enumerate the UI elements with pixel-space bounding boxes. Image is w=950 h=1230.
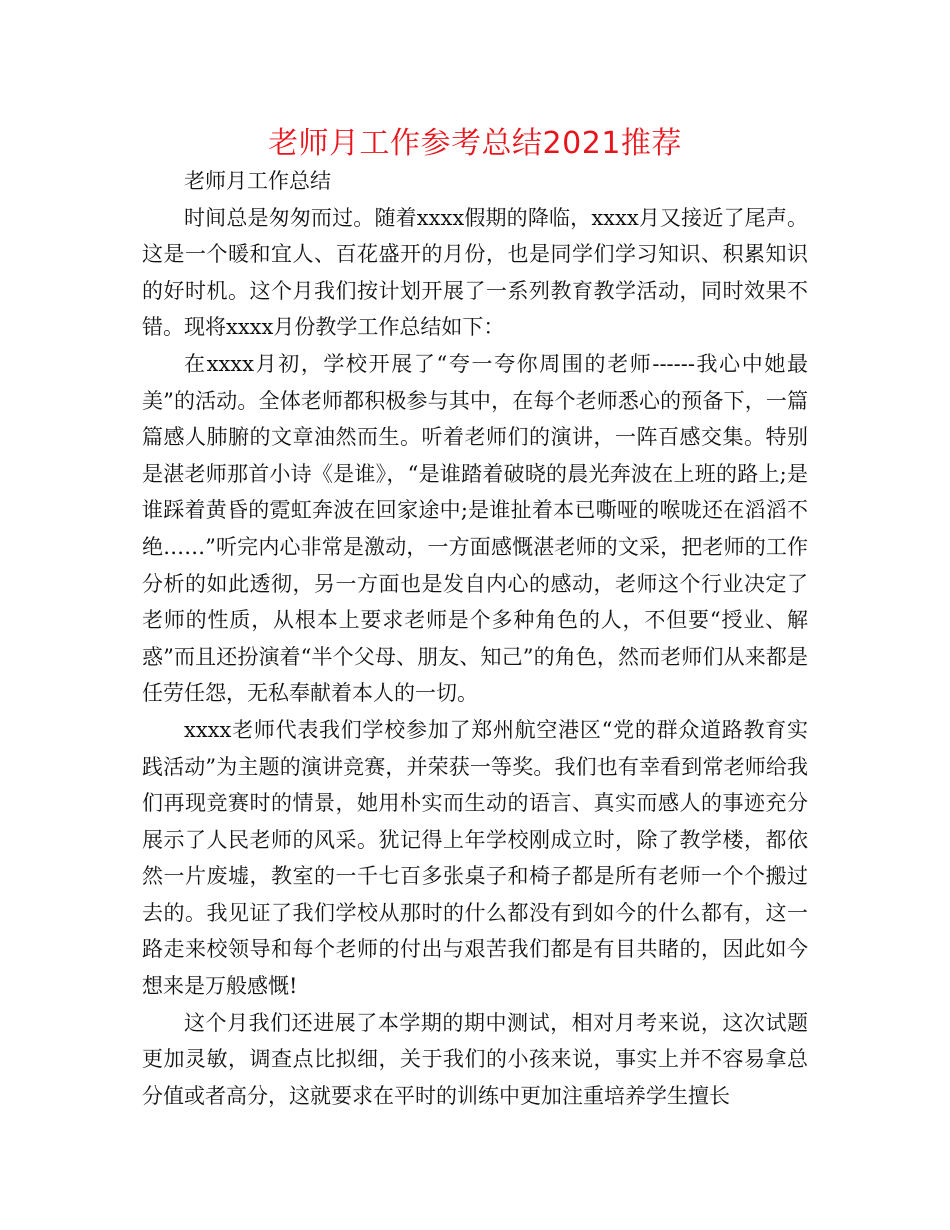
paragraph-midterm-exam: 这个月我们还进展了本学期的期中测试，相对月考来说，这次试题更加灵敏，调查点比拟细，关于我们的小孩来说，事实上并不容易拿总分值或者高分，这就要求在平时的训练中更加注重培养学生擅长	[142, 1010, 808, 1108]
document-title: 老师月工作参考总结2021推荐	[268, 126, 682, 161]
document-body	[142, 163, 808, 1114]
paragraph-speech-contest: xxxx老师代表我们学校参加了郑州航空港区“党的群众道路教育实践活动”为主题的演讲竞赛，并荣获一等奖。我们也有幸看到常老师给我们再现竞赛时的情景，她用朴实而生动的语言、真实而感人的事迹充分展示了人民老师的风采。犹记得上年学校刚成立时，除了教学楼，都依然一片废墟，教室的一千七百多张桌子和椅子都是所有老师一个个搬过去的。我见证了我们学校从那时的什么都没有到如今的什么都有，这一路走来校领导和每个老师的付出与艰苦我们都是有目共睹的，因此如今想来是万般感慨!	[142, 717, 808, 999]
paragraph-activity: 在xxxx月初，学校开展了“夸一夸你周围的老师------我心中她最美”的活动。全体老师都积极参与其中，在每个老师悉心的预备下，一篇篇感人肺腑的文章油然而生。听着老师们的演讲，一阵百感交集。特别是湛老师那首小诗《是谁》，“是谁踏着破晓的晨光奔波在上班的路上;是谁踩着黄昏的霓虹奔波在回家途中;是谁扯着本已嘶哑的喉咙还在滔滔不绝……”听完内心非常是激动，一方面感慨湛老师的文采，把老师的工作分析的如此透彻，另一方面也是发自内心的感动，老师这个行业决定了老师的性质，从根本上要求老师是个多种角色的人，不但要“授业、解惑”而且还扮演着“半个父母、朋友、知己”的角色，然而老师们从来都是任劳任怨，无私奉献着本人的一切。	[142, 351, 808, 706]
paragraph-intro: 时间总是匆匆而过。随着xxxx假期的降临，xxxx月又接近了尾声。这是一个暖和宜人、百花盛开的月份，也是同学们学习知识、积累知识的好时机。这个月我们按计划开展了一系列教育教学活动，同时效果不错。现将xxxx月份教学工作总结如下：	[142, 205, 808, 340]
document-subtitle: 老师月工作总结	[184, 169, 331, 193]
